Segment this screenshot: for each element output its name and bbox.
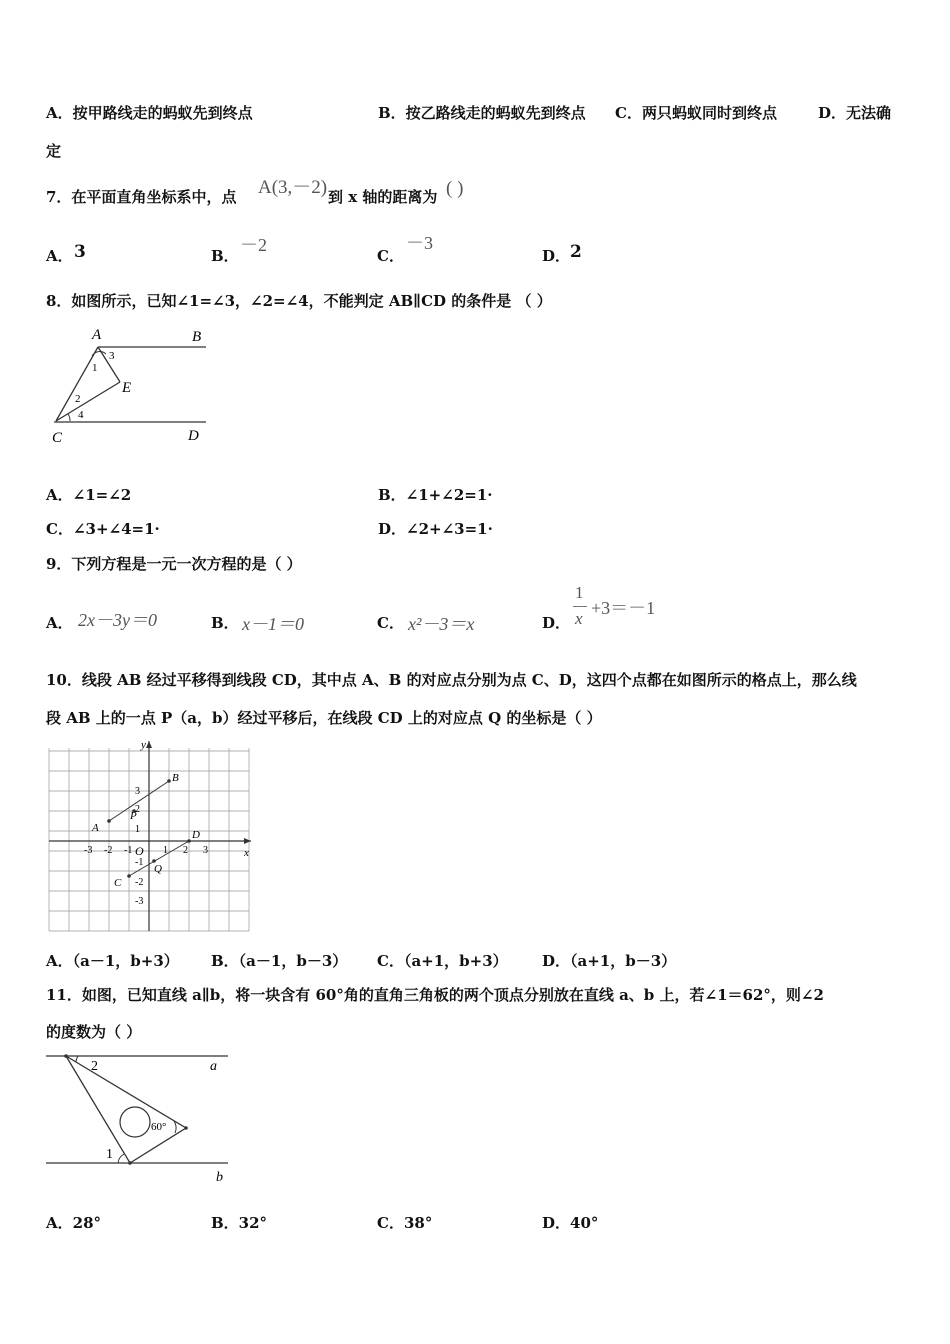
q10-grid-figure [46, 738, 254, 934]
q9-option-a-label: A． [46, 614, 73, 632]
q10-point-a [107, 819, 111, 823]
q10-y-tick-label: 3 [135, 786, 140, 797]
q10-point-c [127, 874, 131, 878]
q11-arc-1 [118, 1154, 124, 1163]
q10-option-c: C．（a+1，b+3） [377, 952, 508, 970]
q8-stem: 8．如图所示，已知∠1=∠3，∠2=∠4，不能判定 AB∥CD 的条件是 （ ） [46, 292, 552, 310]
q7-option-c-value: －3 [406, 233, 433, 253]
q10-label-c: C [114, 877, 122, 889]
q10-point-d [187, 839, 191, 843]
q11-triangle-hole [120, 1107, 150, 1137]
q6-option-d-continued: 定 [46, 142, 62, 160]
q8-segment-ac [56, 347, 98, 421]
q10-label-x: x [244, 847, 249, 859]
q10-y-tick-label: -2 [135, 877, 144, 888]
q10-y-arrow [146, 741, 152, 748]
q10-option-d: D．（a+1，b－3） [542, 952, 677, 970]
q11-vertex-right [184, 1126, 188, 1130]
q8-option-b: B．∠1+∠2=1· [378, 486, 493, 504]
q8-figure [46, 322, 216, 450]
q10-x-tick-label: 1 [163, 845, 168, 856]
q10-label-d: D [192, 829, 200, 841]
q8-segment-ec [56, 382, 120, 421]
q10-y-tick-label: 2 [135, 804, 140, 815]
q7-option-b-label: B． [211, 247, 239, 265]
q11-vertex-bottom [128, 1161, 132, 1165]
q10-option-b: B．（a－1，b－3） [211, 952, 348, 970]
q11-option-a: A．28° [46, 1214, 102, 1232]
q7-option-c-label: C． [377, 247, 404, 265]
q9-option-b-equation: x－1＝0 [242, 614, 304, 634]
q11-option-d: D．40° [542, 1214, 599, 1232]
q7-stem-prefix: 7．在平面直角坐标系中，点 [46, 188, 237, 206]
q9-option-d-fraction-bar [573, 606, 587, 607]
q9-option-d-rest: +3＝－1 [591, 598, 656, 618]
q8-label-d: D [188, 428, 199, 444]
q9-option-c-equation: x²－3＝x [408, 614, 475, 634]
q8-label-e: E [122, 380, 132, 396]
q11-angle-1: 1 [106, 1147, 113, 1162]
q9-option-a-equation: 2x－3y＝0 [78, 610, 157, 630]
q10-label-y: y [141, 739, 146, 751]
q9-option-d-denominator: x [575, 609, 583, 628]
q7-option-d-value: 2 [570, 242, 582, 262]
q6-option-d: D．无法确 [818, 104, 892, 122]
q7-paren: ( ) [446, 178, 464, 199]
q6-option-b: B．按乙路线走的蚂蚁先到终点 [378, 104, 586, 122]
q11-stem-line1: 11．如图，已知直线 a∥b，将一块含有 60°角的直角三角板的两个顶点分别放在直线 a、b 上，若∠1＝62°，则∠2 [46, 986, 824, 1004]
q10-x-ticks [84, 845, 208, 856]
q10-x-arrow [244, 838, 251, 844]
q10-x-tick-label: 2 [183, 845, 188, 856]
q10-y-tick-label: 1 [135, 824, 140, 835]
q11-angle-60: 60° [151, 1121, 167, 1133]
q9-option-c-label: C． [377, 614, 404, 632]
q7-stem-suffix: 到 x 轴的距离为 [328, 188, 438, 206]
q10-label-q: Q [154, 863, 162, 875]
q8-option-d: D．∠2+∠3=1· [378, 520, 493, 538]
q11-option-b: B．32° [211, 1214, 268, 1232]
q7-option-b-value: －2 [240, 235, 267, 255]
q11-arc-2 [76, 1056, 78, 1062]
q10-y-tick-label: -3 [135, 896, 144, 907]
q10-y-tick-label: -1 [135, 857, 144, 868]
q7-option-a-value: 3 [74, 242, 86, 262]
q9-stem: 9．下列方程是一元一次方程的是（ ） [46, 555, 302, 573]
q10-stem-line2: 段 AB 上的一点 P（a，b）经过平移后，在线段 CD 上的对应点 Q 的坐标是（ ） [46, 709, 602, 727]
q8-label-b: B [192, 329, 202, 345]
q6-option-a: A．按甲路线走的蚂蚁先到终点 [46, 104, 253, 122]
q7-option-a-label: A． [46, 247, 73, 265]
q9-option-d-label: D． [542, 614, 571, 632]
q11-stem-line2: 的度数为（ ） [46, 1023, 142, 1041]
q6-option-c: C．两只蚂蚁同时到终点 [615, 104, 777, 122]
q8-label-c: C [52, 430, 63, 446]
q8-angle-4: 4 [78, 409, 84, 421]
q11-label-b: b [216, 1170, 223, 1185]
q10-x-tick-label: -3 [84, 845, 93, 856]
q10-stem-line1: 10．线段 AB 经过平移得到线段 CD，其中点 A、B 的对应点分别为点 C、D，这四个点都在如图所示的格点上，那么线 [46, 671, 857, 689]
q10-label-origin: O [135, 844, 144, 858]
q10-x-tick-label: -2 [104, 845, 113, 856]
q10-label-a: A [92, 822, 99, 834]
q10-label-p: P [130, 810, 137, 822]
q11-vertex-top [64, 1054, 68, 1058]
q8-angle-1: 1 [92, 362, 98, 374]
q8-angle-2: 2 [75, 393, 81, 405]
q8-option-c: C．∠3+∠4=1· [46, 520, 160, 538]
q11-figure [46, 1050, 236, 1186]
q10-x-tick-label: -1 [124, 845, 133, 856]
q8-label-a: A [92, 327, 102, 343]
q11-angle-2: 2 [91, 1059, 98, 1074]
q11-label-a: a [210, 1059, 217, 1074]
q10-label-b: B [172, 772, 179, 784]
q9-option-d-numerator: 1 [575, 583, 584, 602]
q11-arc-60 [174, 1121, 176, 1133]
q8-option-a: A．∠1=∠2 [46, 486, 132, 504]
q10-x-tick-label: 3 [203, 845, 208, 856]
q11-option-c: C．38° [377, 1214, 433, 1232]
q10-point-b [167, 779, 171, 783]
q8-angle-3: 3 [109, 350, 115, 362]
q10-option-a: A．（a－1，b+3） [46, 952, 179, 970]
q7-point: A(3,－2) [258, 177, 328, 198]
q7-option-d-label: D． [542, 247, 571, 265]
q8-arc-c [68, 414, 70, 421]
q9-option-b-label: B． [211, 614, 239, 632]
